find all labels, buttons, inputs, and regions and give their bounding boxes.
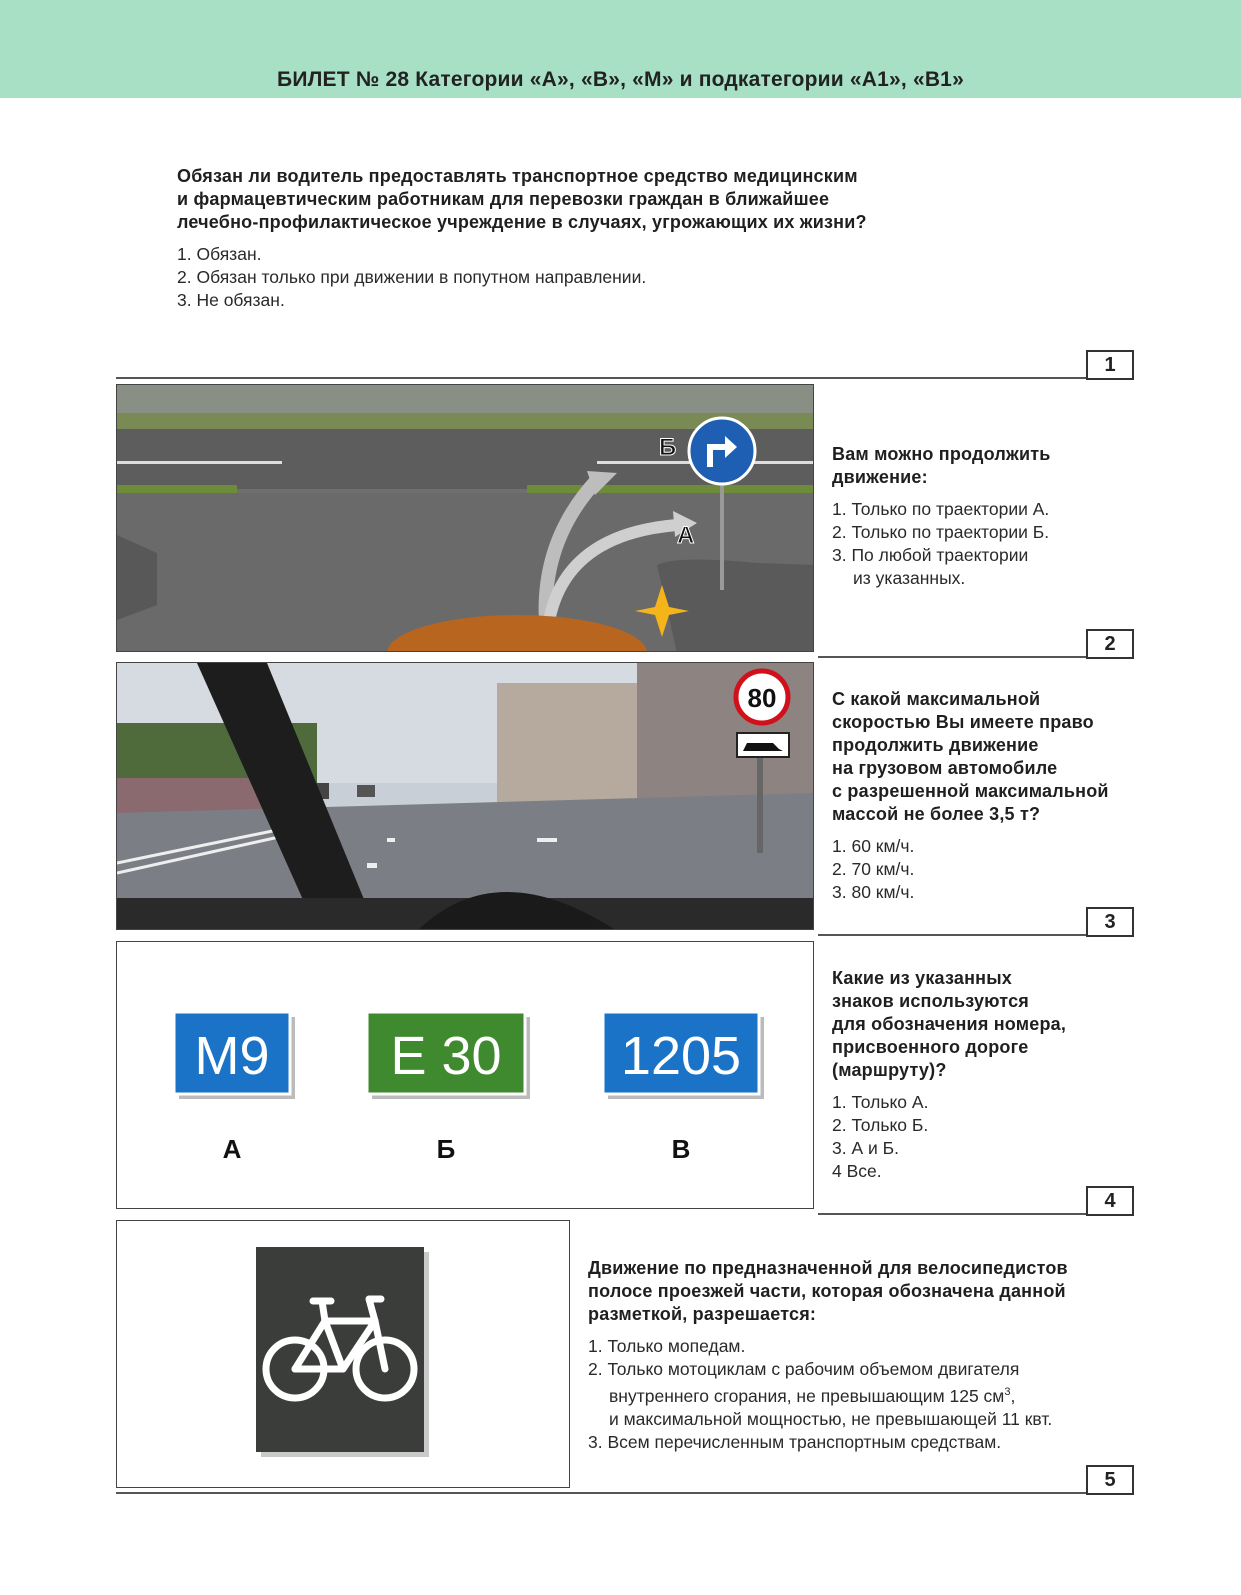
question-4-image bbox=[116, 941, 814, 1209]
question-4-options bbox=[832, 1091, 1122, 1183]
sign-a-label: А bbox=[222, 1134, 242, 1164]
question-5 bbox=[588, 1257, 1118, 1454]
street-scene bbox=[117, 663, 814, 930]
answer-option[interactable]: 3. Не обязан. bbox=[177, 290, 285, 310]
answer-option[interactable]: 2. Только по траектории Б. bbox=[832, 522, 1050, 542]
question-5-image bbox=[116, 1220, 570, 1488]
question-1-text: Обязан ли водитель предоставлять транспортное средство медицинским и фармацевтическим работникам для перевозки граждан в ближайшее лечебно-профилактическое учреждение в случаях, угрожающих их жизни? bbox=[177, 166, 867, 232]
intersection-scene bbox=[117, 385, 814, 652]
question-3-image bbox=[116, 662, 814, 930]
answer-option[interactable]: 1. Обязан. bbox=[177, 244, 262, 264]
label-a: А bbox=[677, 522, 695, 549]
divider bbox=[818, 656, 1132, 658]
question-number-4: 4 bbox=[1086, 1186, 1134, 1216]
sign-b-label: Б bbox=[436, 1134, 456, 1164]
answer-option[interactable]: 4 Все. bbox=[832, 1161, 882, 1181]
sign-a bbox=[174, 1012, 295, 1164]
sign-c bbox=[603, 1012, 764, 1164]
answer-option[interactable]: 1. Только мопедам. bbox=[588, 1336, 746, 1356]
answer-option-continuation: из указанных. bbox=[853, 568, 966, 588]
ticket-title: БИЛЕТ № 28 Категории «А», «В», «М» и подкатегории «А1», «В1» bbox=[277, 68, 964, 91]
answer-option-continuation: и максимальной мощностью, не превышающей 11 квт. bbox=[609, 1408, 1053, 1429]
question-3-options bbox=[832, 835, 1132, 904]
label-b: Б bbox=[659, 434, 677, 461]
bike-lane-marking bbox=[117, 1221, 570, 1488]
page-header bbox=[0, 0, 1241, 98]
divider bbox=[818, 1213, 1132, 1215]
question-number-1: 1 bbox=[1086, 350, 1134, 380]
question-4 bbox=[832, 967, 1122, 1183]
answer-option[interactable]: 1. Только А. bbox=[832, 1092, 929, 1112]
sign-b bbox=[367, 1012, 530, 1164]
answer-option[interactable]: 1. Только по траектории А. bbox=[832, 499, 1050, 519]
question-2-image bbox=[116, 384, 814, 652]
question-3-text: С какой максимальной скоростью Вы имеете право продолжить движение на грузовом автомобиле с разрешенной максимальной массой не более 3,5 т? bbox=[832, 689, 1109, 824]
question-number-5: 5 bbox=[1086, 1465, 1134, 1495]
divider bbox=[116, 1492, 1132, 1494]
question-2-options bbox=[832, 498, 1122, 590]
sign-b-text: E 30 bbox=[390, 1026, 502, 1086]
answer-option[interactable]: 2. Только мотоциклам с рабочим объемом двигателя bbox=[588, 1359, 1020, 1379]
road-number-signs bbox=[117, 942, 814, 1209]
question-1 bbox=[177, 165, 937, 312]
question-1-options bbox=[177, 243, 937, 312]
question-4-text: Какие из указанных знаков используются для обозначения номера, присвоенного дороге (маршруту)? bbox=[832, 968, 1067, 1080]
answer-option[interactable]: 2. Только Б. bbox=[832, 1115, 929, 1135]
sign-c-text: 1205 bbox=[620, 1026, 742, 1086]
question-3 bbox=[832, 688, 1132, 904]
sign-c-label: В bbox=[671, 1134, 691, 1164]
divider bbox=[116, 377, 1132, 379]
question-2-text: Вам можно продолжить движение: bbox=[832, 444, 1051, 487]
answer-option[interactable]: 1. 60 км/ч. bbox=[832, 836, 915, 856]
answer-option[interactable]: 3. А и Б. bbox=[832, 1138, 899, 1158]
answer-option-continuation: внутреннего сгорания, не превышающим 125 $см^3$, bbox=[609, 1385, 1016, 1406]
question-5-text: Движение по предназначенной для велосипедистов полосе проезжей части, которая обозначена данной разметкой, разрешается: bbox=[588, 1258, 1068, 1324]
divider bbox=[818, 934, 1132, 936]
question-2 bbox=[832, 443, 1122, 590]
answer-option[interactable]: 3. 80 км/ч. bbox=[832, 882, 915, 902]
question-5-options bbox=[588, 1335, 1118, 1454]
answer-option[interactable]: 2. Обязан только при движении в попутном направлении. bbox=[177, 267, 647, 287]
question-number-3: 3 bbox=[1086, 907, 1134, 937]
answer-option[interactable]: 3. По любой траектории bbox=[832, 545, 1029, 565]
question-number-2: 2 bbox=[1086, 629, 1134, 659]
speed-limit-value: 80 bbox=[747, 683, 777, 713]
answer-option[interactable]: 3. Всем перечисленным транспортным средствам. bbox=[588, 1431, 1002, 1452]
answer-option[interactable]: 2. 70 км/ч. bbox=[832, 859, 915, 879]
sign-a-text: M9 bbox=[194, 1026, 270, 1086]
